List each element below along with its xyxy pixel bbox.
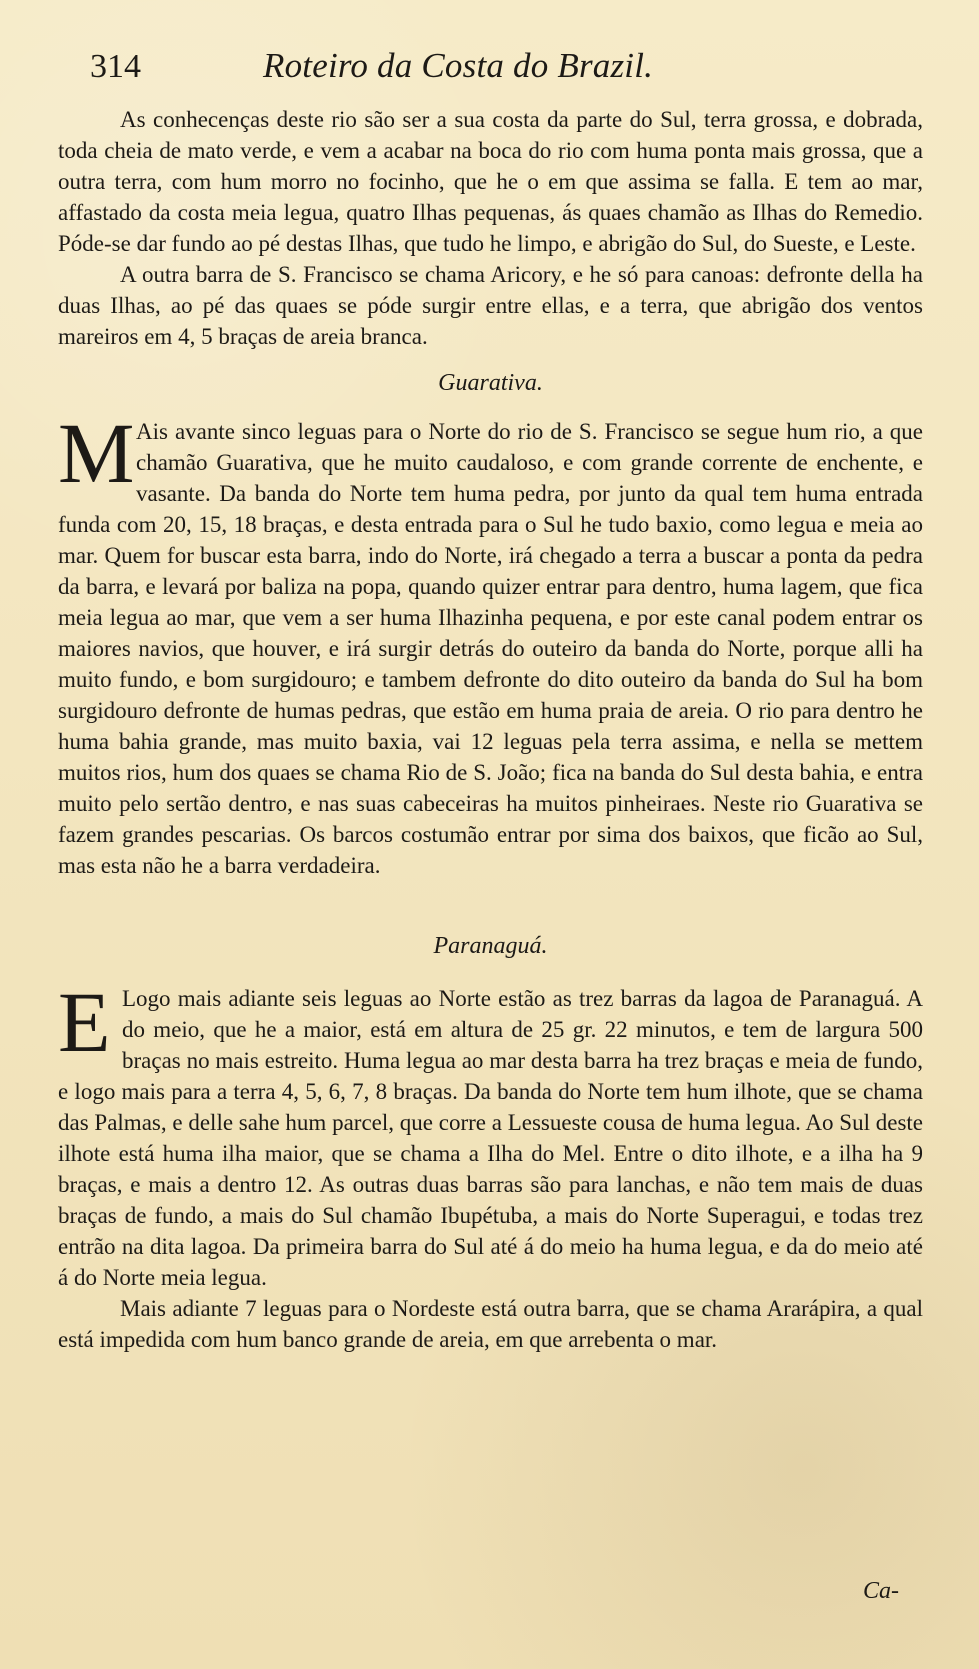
dropcap-m: M xyxy=(58,405,135,501)
paragraph-ararapira: Mais adiante 7 leguas para o Nordeste está outra barra, que se chama Ararápira, a qual está impedida com hum banco grande de areia, em que arrebenta o mar. xyxy=(58,1296,923,1352)
page-header xyxy=(58,42,921,94)
section-title-paranagua: Paranaguá. xyxy=(433,933,548,959)
catchword: Ca- xyxy=(863,1578,899,1604)
section-title-guarativa: Guarativa. xyxy=(438,370,543,396)
paranagua-paragraph-block xyxy=(58,974,923,1293)
running-head: Roteiro da Costa do Brazil. xyxy=(263,46,654,85)
page-number: 314 xyxy=(90,48,141,85)
dropcap-e: E xyxy=(58,974,111,1070)
paragraph-1: As conhecenças deste rio são ser a sua costa da parte do Sul, terra grossa, e dobrada, toda cheia de mato verde, e vem a acabar na boca do rio com huma ponta mais grossa, que a outra terra, com hum morro no focinho, que he o em que assima se falla. E tem ao mar, affastado da costa meia legua, quatro Ilhas pequenas, ás quaes chamão as Ilhas do Remedio. Póde-se dar fundo ao pé destas Ilhas, que tudo he limpo, e abrigão do Sul, do Sueste, e Leste. xyxy=(58,107,923,256)
paragraph-2: A outra barra de S. Francisco se chama Aricory, e he só para canoas: defronte della ha duas Ilhas, ao pé das quaes se póde surgir entre ellas, e a terra, que abrigão dos ventos mareiros em 4, 5 braças de areia branca. xyxy=(58,262,923,349)
paragraph-guarativa: Ais avante sinco leguas para o Norte do rio de S. Francisco se segue hum rio, a que chamão Guarativa, que he muito caudaloso, e com grande corrente de enchente, e vasante. Da banda do Norte tem huma pedra, por junto da qual tem huma entrada funda com 20, 15, 18 braças, e desta entrada para o Sul he tudo baxio, como legua e meia ao mar. Quem for buscar esta barra, indo do Norte, irá chegado a terra a buscar a ponta da pedra da barra, e levará por baliza na popa, quando quizer entrar para dentro, huma lagem, que fica meia legua ao mar, que vem a ser huma Ilhazinha pequena, e por este canal podem entrar os maiores navios, que houver, e irá surgir detrás do outeiro da banda do Norte, porque alli ha muito fundo, e bom surgidouro; e tambem defronte do dito outeiro da banda do Sul ha bom surgidouro defronte de humas pedras, que estão em huma praia de areia. O rio para dentro he huma bahia grande, mas muito baxia, vai 12 leguas pela terra assima, e nella se mettem muitos rios, hum dos quaes se chama Rio de S. João; fica na banda do Sul desta bahia, e entra muito pelo sertão dentro, e nas suas cabeceiras ha muitos pinheiraes. Neste rio Guarativa se fazem grandes pescarias. Os barcos costumão entrar por sima dos baixos, que ficão ao Sul, mas esta não he a barra verdadeira. xyxy=(58,419,923,878)
guarativa-paragraph-block xyxy=(58,405,923,881)
page-content xyxy=(58,104,923,1355)
paragraph-paranagua: Logo mais adiante seis leguas ao Norte estão as trez barras da lagoa de Paranaguá. A do meio, que he a maior, está em altura de 25 gr. 22 minutos, e tem de largura 500 braças no mais estreito. Huma legua ao mar desta barra ha trez braças e meia de fundo, e logo mais para a terra 4, 5, 6, 7, 8 braças. Da banda do Norte tem hum ilhote, que se chama das Palmas, e delle sahe hum parcel, que corre a Lessueste cousa de huma legua. Ao Sul deste ilhote está huma ilha maior, que se chama a Ilha do Mel. Entre o dito ilhote, e a ilha ha 9 braças, e mais a dentro 12. As outras duas barras são para lanchas, e não tem mais de duas braças de fundo, a mais do Sul chamão Ibupétuba, a mais do Norte Superagui, e todas trez entrão na dita lagoa. Da primeira barra do Sul até á do meio ha huma legua, e da do meio até á do Norte meia legua. xyxy=(58,986,923,1290)
